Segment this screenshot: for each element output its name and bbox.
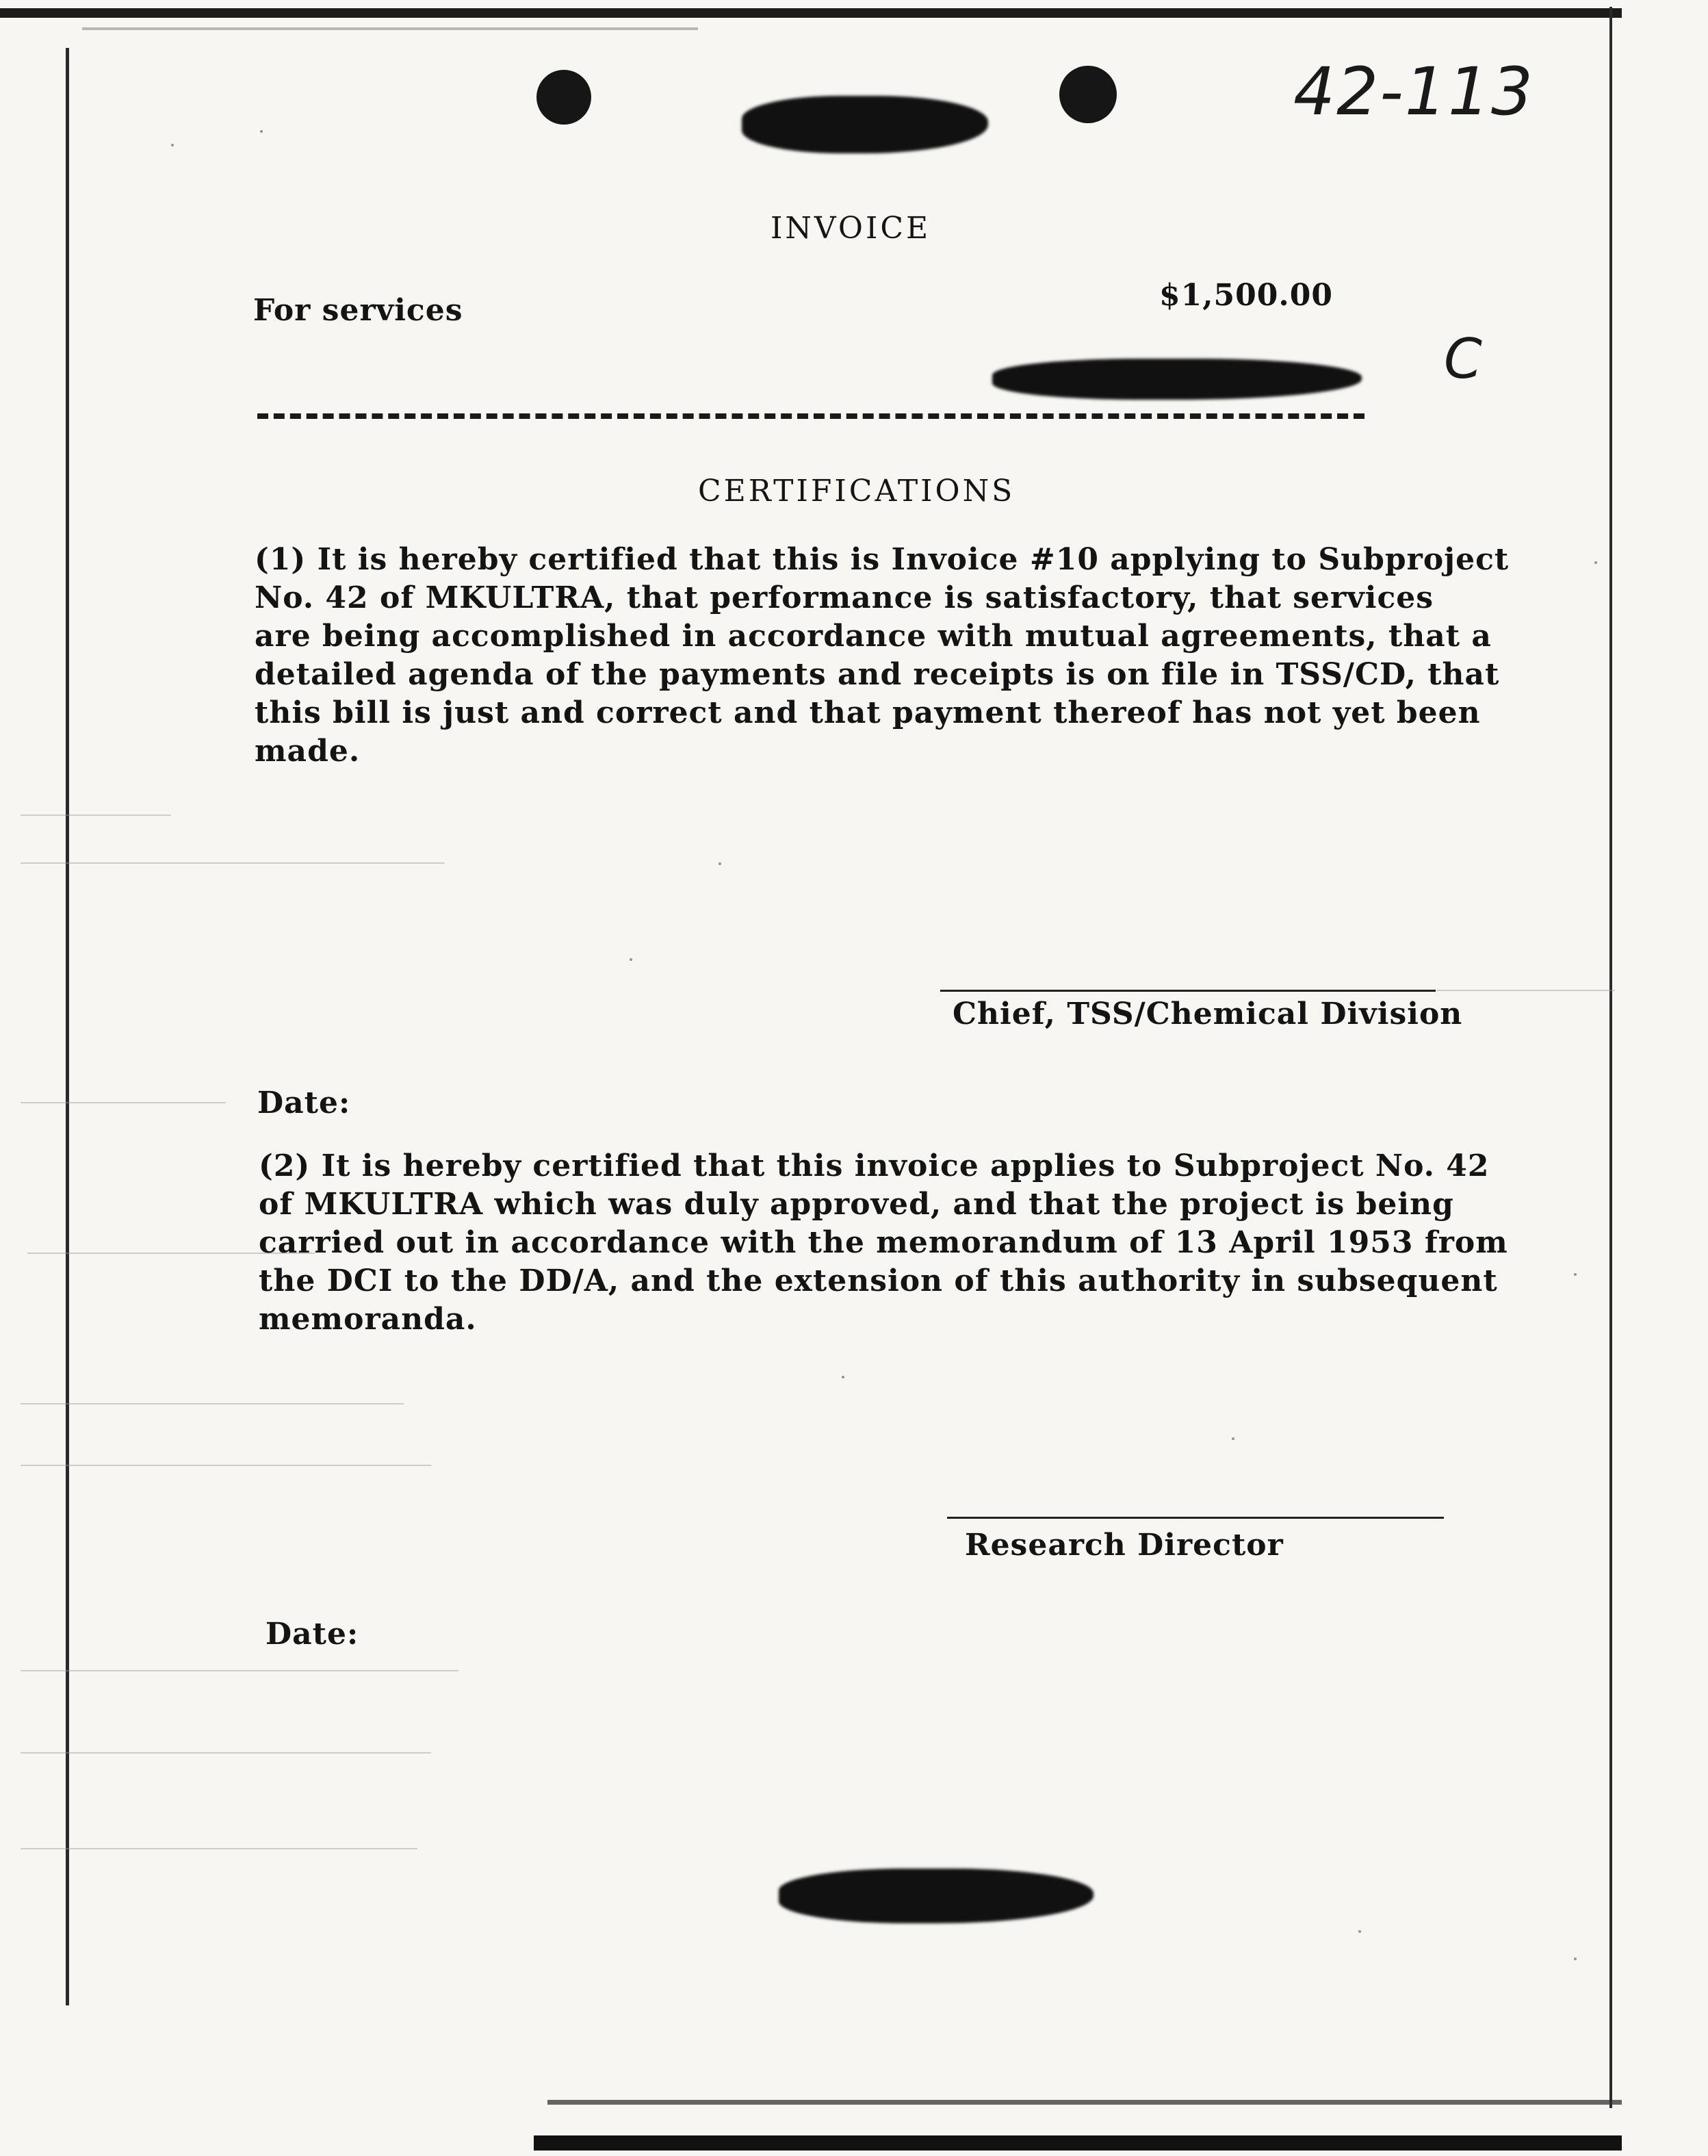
scan-speck <box>842 1376 844 1378</box>
redaction-mark <box>992 359 1362 400</box>
paragraph-line: memoranda. <box>259 1302 477 1337</box>
scan-edge-top <box>0 8 1622 18</box>
services-label: For services <box>253 293 463 328</box>
scan-streak <box>21 862 445 864</box>
scan-speck <box>171 144 174 146</box>
paragraph-line: of MKULTRA which was duly approved, and that the project is being <box>259 1187 1454 1222</box>
paragraph-line: (1) It is hereby certified that this is Invoice #10 applying to Subproject <box>255 542 1510 577</box>
scan-streak <box>1437 990 1615 991</box>
scan-speck <box>1574 1273 1577 1276</box>
redaction-mark <box>742 96 988 153</box>
scan-streak <box>21 1848 417 1849</box>
invoice-title: INVOICE <box>771 211 931 246</box>
date-label: Date: <box>266 1617 359 1652</box>
scan-speck <box>1232 1437 1234 1440</box>
scan-streak <box>21 814 171 816</box>
scan-edge-bottom-dark <box>534 2135 1622 2151</box>
scan-speck <box>1594 561 1597 564</box>
punch-hole <box>1059 66 1117 123</box>
dashed-separator <box>257 413 1364 419</box>
paragraph-line: (2) It is hereby certified that this invoice applies to Subproject No. 42 <box>259 1148 1490 1183</box>
certification-paragraph-1 <box>255 541 1509 771</box>
scan-streak <box>21 1403 404 1404</box>
scan-edge-left <box>66 48 69 2005</box>
scan-edge-bottom <box>547 2100 1622 2105</box>
certifications-heading: CERTIFICATIONS <box>698 474 1015 509</box>
scan-streak <box>21 1670 458 1671</box>
punch-hole <box>536 70 591 125</box>
scan-streak <box>21 1752 431 1754</box>
scan-edge-top-faint <box>82 27 698 30</box>
handwritten-file-number: 42-113 <box>1293 53 1535 130</box>
paragraph-line: this bill is just and correct and that payment thereof has not yet been <box>255 695 1481 730</box>
date-label: Date: <box>257 1086 351 1120</box>
scan-speck <box>719 862 721 865</box>
certification-paragraph-2 <box>259 1147 1508 1339</box>
scan-streak <box>21 1465 431 1466</box>
paragraph-line: are being accomplished in accordance with mutual agreements, that a <box>255 619 1492 654</box>
signature-line <box>947 1517 1444 1519</box>
paragraph-line: carried out in accordance with the memorandum of 13 April 1953 from <box>259 1225 1508 1260</box>
invoice-amount: $1,500.00 <box>1159 278 1333 313</box>
handwritten-check-mark: C <box>1444 327 1482 391</box>
scan-speck <box>260 130 263 133</box>
paragraph-line: No. 42 of MKULTRA, that performance is satisfactory, that services <box>255 580 1434 615</box>
paragraph-line: made. <box>255 734 361 769</box>
signature-title-research-director: Research Director <box>965 1528 1284 1563</box>
scan-edge-right <box>1609 7 1612 2108</box>
scan-streak <box>21 1102 226 1103</box>
signature-title-chief: Chief, TSS/Chemical Division <box>953 997 1463 1031</box>
scan-speck <box>1358 1930 1361 1933</box>
scan-speck <box>1574 1958 1577 1960</box>
redaction-mark <box>779 1869 1094 1923</box>
signature-line <box>940 990 1436 992</box>
paragraph-line: detailed agenda of the payments and receipts is on file in TSS/CD, that <box>255 657 1500 692</box>
paragraph-line: the DCI to the DD/A, and the extension of this authority in subsequent <box>259 1263 1498 1298</box>
scan-speck <box>630 958 632 961</box>
